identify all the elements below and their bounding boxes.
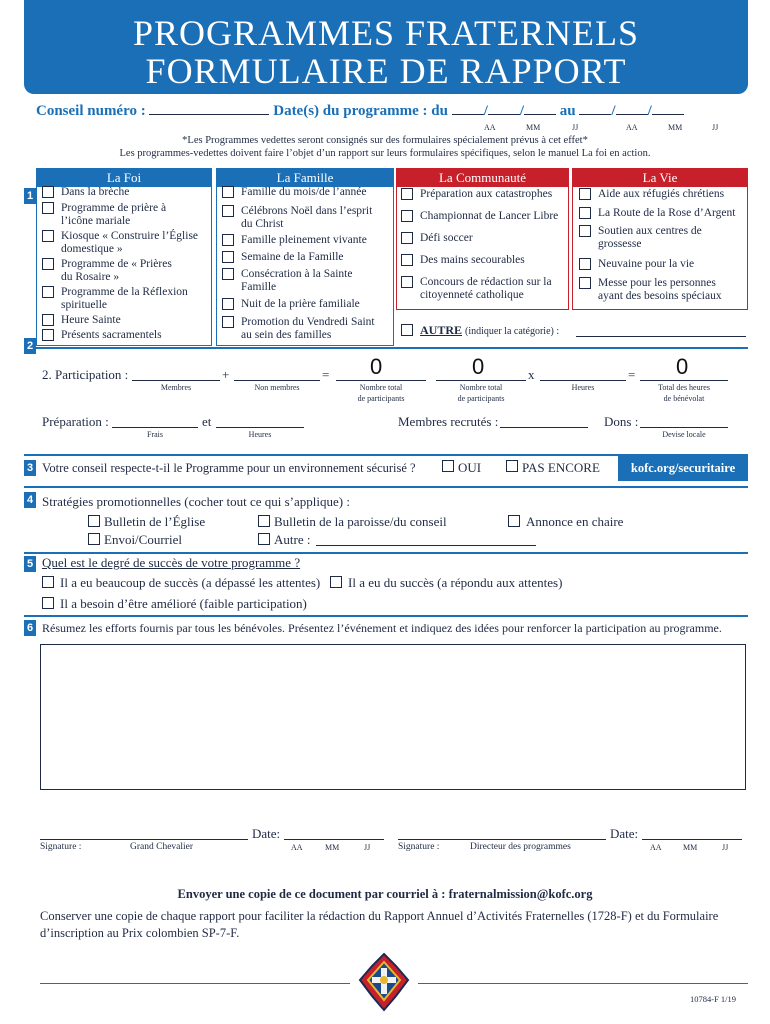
non-members-label: Non membres — [254, 383, 300, 392]
foi-item-4: domestique » — [61, 243, 123, 255]
total-participants-b-label-2: de participants — [457, 394, 505, 403]
foi-item-6: du Rosaire » — [61, 271, 120, 283]
to-aa-label: AA — [626, 123, 638, 132]
checkbox-consecration[interactable] — [222, 268, 234, 280]
autre-strategy-field[interactable] — [316, 545, 536, 546]
title-banner — [24, 0, 748, 94]
vie-item-6: ayant des besoins spéciaux — [598, 290, 722, 302]
oui-label: OUI — [458, 460, 482, 475]
autre-note: (indiquer la catégorie) : — [465, 326, 560, 337]
famille-item-3: Famille pleinement vivante — [241, 234, 367, 246]
section-number-3: 3 — [24, 460, 36, 476]
checkbox-pleinement-vivante[interactable] — [222, 234, 234, 246]
success-0: Il a eu beaucoup de succès (a dépassé les attentes) — [60, 575, 321, 590]
gk-signature-field[interactable] — [40, 839, 248, 840]
notice-line-1: *Les Programmes vedettes seront consignés sur des formulaires spécialement prévus à cet effet* — [182, 135, 588, 146]
participation-label: 2. Participation : — [42, 367, 129, 382]
director-sig-label: Signature : — [398, 842, 440, 852]
checkbox-refugies[interactable] — [579, 188, 591, 200]
famille-item-4: Semaine de la Famille — [241, 251, 344, 263]
checkbox-vendredi-saint[interactable] — [222, 316, 234, 328]
famille-item-5: Consécration à la Sainte — [241, 268, 353, 280]
section-divider-4 — [24, 552, 748, 554]
checkbox-noel[interactable] — [222, 205, 234, 217]
foi-item-5: Programme de « Prières — [61, 258, 172, 270]
checkbox-heure-sainte[interactable] — [42, 314, 54, 326]
program-dates-label: Date(s) du programme : du — [273, 103, 448, 119]
foi-item-9: Heure Sainte — [61, 314, 121, 326]
form-code: 10784-F 1/19 — [690, 994, 737, 1004]
strategy-4: Autre : — [274, 532, 311, 547]
foi-item-1: Programme de prière à — [61, 202, 167, 214]
notice-line-2: Les programmes-vedettes doivent faire l’objet d’un rapport sur leurs formulaires spécifiques, selon le manuel La foi en action. — [119, 148, 651, 159]
gk-jj: JJ — [364, 843, 371, 852]
strategy-2: Annonce en chaire — [526, 514, 624, 529]
donations-field[interactable] — [640, 427, 728, 428]
column-vie-title: La Vie — [573, 169, 747, 187]
checkbox-reflexion[interactable] — [42, 286, 54, 298]
plus-sign: + — [222, 367, 230, 382]
checkbox-kiosque[interactable] — [42, 230, 54, 242]
date-from-year[interactable] — [452, 114, 484, 115]
preparation-et: et — [202, 414, 212, 429]
from-jj-label: JJ — [572, 123, 579, 132]
section-divider-1 — [24, 347, 748, 349]
title-line-2: FORMULAIRE DE RAPPORT — [145, 51, 627, 91]
to-mm-label: MM — [668, 123, 683, 132]
date-from-month[interactable] — [488, 114, 520, 115]
communaute-item-4: Concours de rédaction sur la — [420, 276, 552, 288]
council-number-row: Conseil numéro : Date(s) du programme : du / / au / / — [36, 103, 684, 120]
checkbox-nuit-priere[interactable] — [222, 298, 234, 310]
gk-date-label: Date: — [252, 826, 281, 841]
strategies-title: Stratégies promotionnelles (cocher tout ce qui s’applique) : — [42, 494, 350, 509]
director-aa: AA — [650, 843, 662, 852]
costs-field[interactable] — [112, 427, 198, 428]
section-divider-3 — [24, 486, 748, 488]
total-participants-value[interactable]: 0 — [370, 354, 383, 379]
column-foi-title: La Foi — [37, 169, 211, 187]
director-date-field[interactable] — [642, 839, 742, 840]
gk-aa: AA — [291, 843, 303, 852]
total-participants-b-value[interactable]: 0 — [472, 354, 485, 379]
date-to-day[interactable] — [652, 114, 684, 115]
checkbox-beaucoup-succes[interactable] — [42, 576, 54, 588]
vie-item-1: La Route de la Rose d’Argent — [598, 207, 736, 219]
currency-label: Devise locale — [662, 430, 706, 439]
footer-rule-left — [40, 983, 350, 984]
checkbox-bulletin-paroisse[interactable] — [258, 515, 270, 527]
column-famille-title: La Famille — [217, 169, 393, 187]
section-number-4: 4 — [24, 492, 36, 508]
to-jj-label: JJ — [712, 123, 719, 132]
autre-row — [420, 323, 559, 338]
date-to-label: au — [559, 103, 576, 119]
total-hours-label-1: Total des heures — [658, 383, 710, 392]
checkbox-mains-secourables[interactable] — [401, 254, 413, 266]
strategy-1: Bulletin de la paroisse/du conseil — [274, 514, 447, 529]
date-from-day[interactable] — [524, 114, 556, 115]
famille-item-2: du Christ — [241, 218, 284, 230]
equals-sign-2: = — [628, 367, 636, 382]
total-participants-b-label-1: Nombre total — [459, 383, 503, 392]
gk-mm: MM — [325, 843, 340, 852]
gk-title: Grand Chevalier — [130, 842, 194, 852]
foi-item-8: spirituelle — [61, 299, 107, 311]
members-field[interactable] — [132, 380, 220, 381]
foi-item-7: Programme de la Réflexion — [61, 286, 188, 298]
council-number-field[interactable] — [149, 114, 269, 115]
knights-of-columbus-emblem — [356, 952, 412, 1012]
prep-hours-field[interactable] — [216, 427, 304, 428]
checkbox-rosaire[interactable] — [42, 258, 54, 270]
total-hours-line — [640, 380, 728, 381]
director-date-label: Date: — [610, 826, 639, 841]
communaute-item-0: Préparation aux catastrophes — [420, 188, 553, 200]
director-signature-field[interactable] — [398, 839, 606, 840]
checkbox-ameliorer[interactable] — [42, 597, 54, 609]
summary-prompt: Résumez les efforts fournis par tous les bénévoles. Présentez l’événement et indiquez des idées pour renforcer la participation au programme. — [42, 621, 722, 635]
vie-item-5: Messe pour les personnes — [598, 277, 716, 289]
section-number-6: 6 — [24, 620, 36, 636]
donations-label: Dons : — [604, 414, 639, 429]
total-participants-label-1: Nombre total — [359, 383, 403, 392]
safety-question: Votre conseil respecte-t-il le Programme pour un environnement sécurisé ? — [42, 461, 416, 475]
checkbox-autre-strategie[interactable] — [258, 533, 270, 545]
checkbox-lancer-libre[interactable] — [401, 210, 413, 222]
communaute-item-1: Championnat de Lancer Libre — [420, 210, 559, 222]
checkbox-centres-grossesse[interactable] — [579, 225, 591, 237]
director-mm: MM — [683, 843, 698, 852]
title-line-1: PROGRAMMES FRATERNELS — [132, 13, 640, 53]
date-to-year[interactable] — [579, 114, 611, 115]
checkbox-defi-soccer[interactable] — [401, 232, 413, 244]
recruits-field[interactable] — [500, 427, 588, 428]
recruits-label: Membres recrutés : — [398, 414, 499, 429]
pas-encore-label: PAS ENCORE — [522, 460, 600, 475]
director-title: Directeur des programmes — [470, 842, 571, 852]
checkbox-priere-icone[interactable] — [42, 202, 54, 214]
from-aa-label: AA — [484, 123, 496, 132]
gk-sig-label: Signature : — [40, 842, 82, 852]
council-number-label: Conseil numéro : — [36, 103, 146, 119]
total-participants-line — [336, 380, 426, 381]
costs-label: Frais — [147, 430, 163, 439]
send-instruction: Envoyer une copie de ce document par courriel à : fraternalmission@kofc.org — [177, 887, 593, 901]
section-divider-5 — [24, 615, 748, 617]
date-to-month[interactable] — [616, 114, 648, 115]
checkbox-presents[interactable] — [42, 329, 54, 341]
from-mm-label: MM — [526, 123, 541, 132]
checkbox-neuvaine[interactable] — [579, 258, 591, 270]
checkbox-famille-mois[interactable] — [222, 186, 234, 198]
footer-rule-right — [418, 983, 748, 984]
strategy-0: Bulletin de l’Église — [104, 514, 206, 529]
safety-link[interactable]: kofc.org/securitaire — [618, 455, 748, 481]
prep-hours-label: Heures — [248, 430, 272, 439]
famille-item-9: au sein des familles — [241, 329, 332, 341]
checkbox-dans-la-breche[interactable] — [42, 186, 54, 198]
checkbox-succes[interactable] — [330, 576, 342, 588]
members-label: Membres — [160, 383, 192, 392]
section-number-5: 5 — [24, 556, 36, 572]
foi-item-2: l’icône mariale — [61, 215, 131, 227]
checkbox-messe-besoins[interactable] — [579, 277, 591, 289]
hours-field[interactable] — [540, 380, 626, 381]
checkbox-annonce-chaire[interactable] — [508, 515, 520, 527]
gk-date-field[interactable] — [284, 839, 384, 840]
section-number-2: 2 — [24, 338, 36, 354]
checkbox-route-rose[interactable] — [579, 207, 591, 219]
foi-item-3: Kiosque « Construire l’Église — [61, 230, 199, 242]
checkbox-catastrophes[interactable] — [401, 188, 413, 200]
famille-item-6: Famille — [241, 281, 277, 293]
non-members-field[interactable] — [234, 380, 320, 381]
autre-label: AUTRE — [420, 323, 463, 337]
times-sign: x — [528, 367, 535, 382]
famille-item-1: Célébrons Noël dans l’esprit — [241, 205, 373, 217]
foi-item-0: Dans la brèche — [61, 186, 130, 198]
vie-item-4: Neuvaine pour la vie — [598, 258, 695, 270]
famille-item-0: Famille du mois/de l’année — [241, 186, 367, 198]
hours-label: Heures — [571, 383, 595, 392]
total-participants-label-2: de participants — [357, 394, 405, 403]
director-jj: JJ — [722, 843, 729, 852]
communaute-item-5: citoyenneté catholique — [420, 289, 524, 301]
vie-item-3: grossesse — [598, 238, 642, 250]
checkbox-redaction[interactable] — [401, 276, 413, 288]
success-2: Il a besoin d’être amélioré (faible participation) — [60, 596, 307, 611]
checkbox-semaine-famille[interactable] — [222, 251, 234, 263]
total-hours-label-2: de bénévolat — [663, 394, 705, 403]
column-communaute-title: La Communauté — [397, 169, 568, 187]
section-number-1: 1 — [24, 188, 36, 204]
checkbox-autre[interactable] — [401, 324, 413, 336]
vie-item-0: Aide aux réfugiés chrétiens — [598, 188, 725, 200]
checkbox-envoi-courriel[interactable] — [88, 533, 100, 545]
communaute-item-2: Défi soccer — [420, 232, 473, 244]
famille-item-7: Nuit de la prière familiale — [241, 298, 360, 310]
strategy-3: Envoi/Courriel — [104, 532, 182, 547]
communaute-item-3: Des mains secourables — [420, 254, 525, 266]
foi-item-10: Présents sacramentels — [61, 329, 162, 341]
checkbox-pas-encore[interactable] — [506, 460, 518, 472]
total-participants-b-line — [436, 380, 526, 381]
total-hours-value[interactable]: 0 — [676, 354, 689, 379]
checkbox-bulletin-eglise[interactable] — [88, 515, 100, 527]
famille-item-8: Promotion du Vendredi Saint — [241, 316, 375, 328]
success-title: Quel est le degré de succès de votre programme ? — [42, 555, 301, 570]
success-1: Il a eu du succès (a répondu aux attentes) — [348, 575, 563, 590]
checkbox-oui[interactable] — [442, 460, 454, 472]
vie-item-2: Soutien aux centres de — [598, 225, 702, 237]
summary-textarea[interactable] — [40, 644, 746, 790]
equals-sign: = — [322, 367, 330, 382]
preparation-label: Préparation : — [42, 414, 109, 429]
autre-field[interactable] — [576, 336, 746, 337]
keep-instruction: Conserver une copie de chaque rapport pour faciliter la rédaction du Rapport Annuel d’Activités Fraternelles (1728-F) et du Formulaire d’inscription au Prix colombien SP-7-F. — [40, 909, 719, 940]
